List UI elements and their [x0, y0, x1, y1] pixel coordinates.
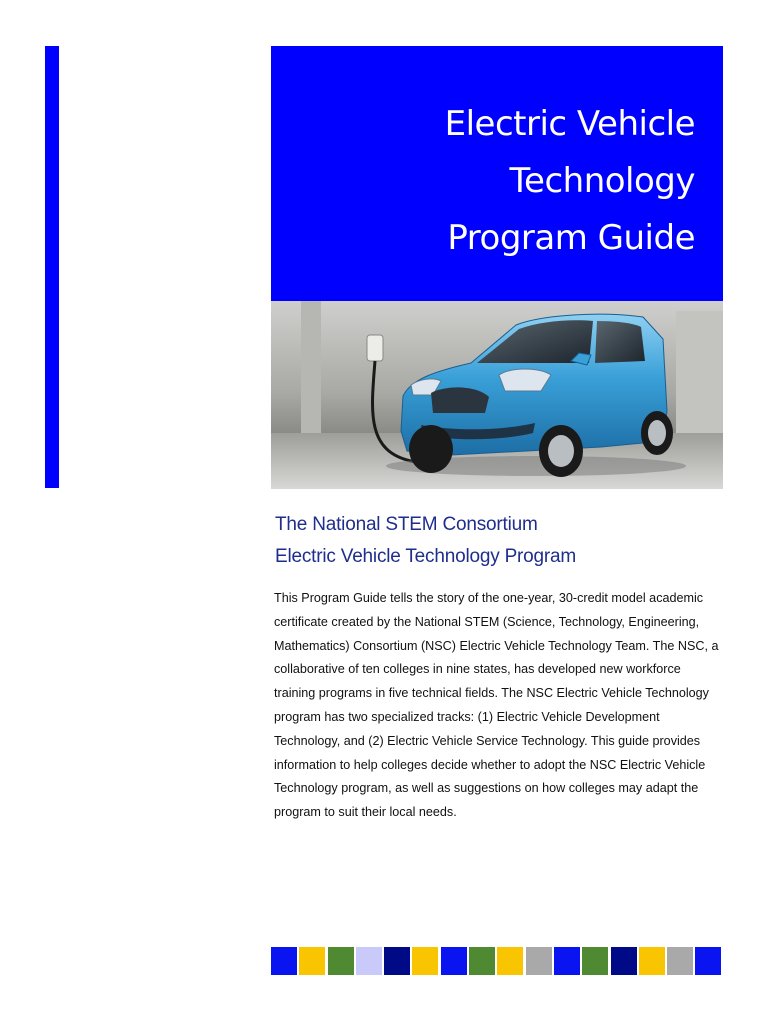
side-window	[595, 321, 645, 363]
color-tile	[469, 947, 495, 975]
color-tile-strip	[271, 947, 721, 975]
title-line-1: Electric Vehicle	[444, 104, 695, 144]
charging-station	[367, 335, 383, 361]
subheading-line-2: Electric Vehicle Technology Program	[275, 546, 577, 567]
rear-wheel-rim	[648, 420, 666, 446]
color-tile	[582, 947, 608, 975]
headlight	[499, 369, 551, 391]
wall-pillar	[301, 301, 321, 433]
front-wheel-left	[409, 425, 453, 473]
subheading-line-1: The National STEM Consortium	[275, 514, 538, 535]
color-tile	[384, 947, 410, 975]
electric-car-photo	[271, 301, 723, 489]
title-block	[271, 46, 723, 301]
color-tile	[328, 947, 354, 975]
wall-panel	[676, 311, 723, 433]
color-tile	[526, 947, 552, 975]
color-tile	[667, 947, 693, 975]
title-line-3: Program Guide	[447, 218, 695, 258]
color-tile	[554, 947, 580, 975]
left-accent-bar	[45, 46, 59, 488]
color-tile	[695, 947, 721, 975]
color-tile	[441, 947, 467, 975]
color-tile	[356, 947, 382, 975]
color-tile	[412, 947, 438, 975]
color-tile	[271, 947, 297, 975]
title-line-2: Technology	[509, 161, 695, 201]
front-wheel-rim	[548, 435, 574, 467]
color-tile	[497, 947, 523, 975]
electric-car-illustration	[271, 301, 723, 489]
subheading	[275, 509, 735, 573]
color-tile	[611, 947, 637, 975]
color-tile	[299, 947, 325, 975]
color-tile	[639, 947, 665, 975]
body-paragraph: This Program Guide tells the story of the one-year, 30-credit model academic certificate created by the National STEM (Science, Technology, Engineering, Mathematics) Consortium (NSC) Electric Vehicle Technology Team. The NSC, a collaborative of ten colleges in nine states, has developed new workforce training programs in five technical fields. The NSC Electric Vehicle Technology program has two specialized tracks: (1) Electric Vehicle Development Technology, and (2) Electric Vehicle Service Technology. This guide provides information to help colleges decide whether to adopt the NSC Electric Vehicle Technology program, as well as suggestions on how colleges may adapt the program to suit their local needs.	[274, 591, 719, 820]
